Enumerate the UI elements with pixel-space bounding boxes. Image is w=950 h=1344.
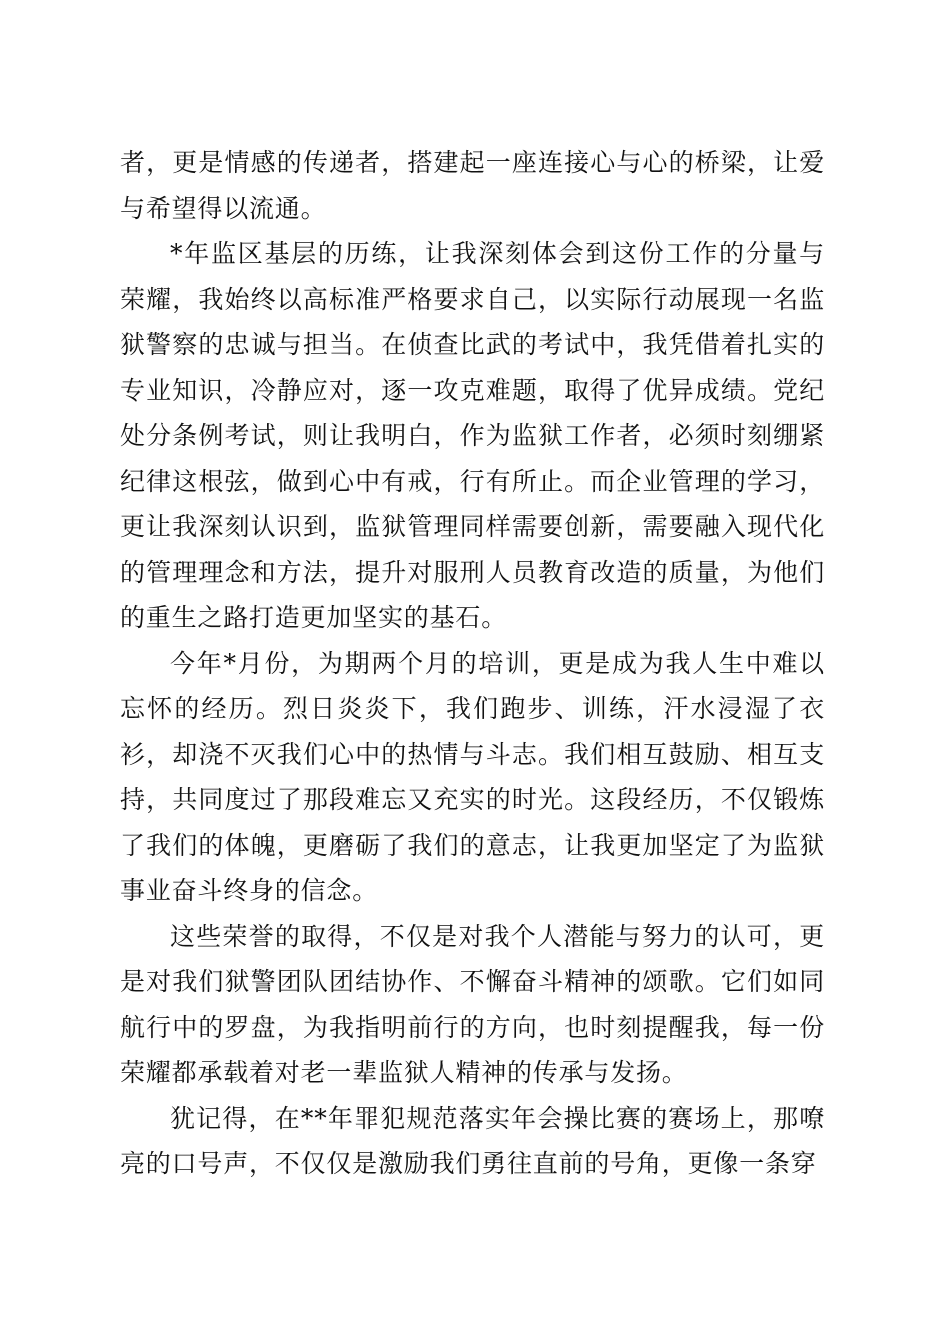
paragraph-continuation: 者，更是情感的传递者，搭建起一座连接心与心的桥梁，让爱与希望得以流通。: [120, 148, 825, 223]
document-page: [120, 140, 825, 1187]
paragraph-prison-experience: *年监区基层的历练，让我深刻体会到这份工作的分量与荣耀，我始终以高标准严格要求自己，以实际行动展现一名监狱警察的忠诚与担当。在侦查比武的考试中，我凭借着扎实的专业知识，冷静应对，逐一攻克难题，取得了优异成绩。党纪处分条例考试，则让我明白，作为监狱工作者，必须时刻绷紧纪律这根弦，做到心中有戒，行有所止。而企业管理的学习，更让我深刻认识到，监狱管理同样需要创新，需要融入现代化的管理理念和方法，提升对服刑人员教育改造的质量，为他们的重生之路打造更加坚实的基石。: [120, 239, 825, 632]
paragraph-training: 今年*月份，为期两个月的培训，更是成为我人生中难以忘怀的经历。烈日炎炎下，我们跑步、训练，汗水浸湿了衣衫，却浇不灭我们心中的热情与斗志。我们相互鼓励、相互支持，共同度过了那段难忘又充实的时光。这段经历，不仅锻炼了我们的体魄，更磨砺了我们的意志，让我更加坚定了为监狱事业奋斗终身的信念。: [120, 648, 825, 905]
paragraph-honors: 这些荣誉的取得，不仅是对我个人潜能与努力的认可，更是对我们狱警团队团结协作、不懈奋斗精神的颂歌。它们如同航行中的罗盘，为我指明前行的方向，也时刻提醒我，每一份荣耀都承载着对老一辈监狱人精神的传承与发扬。: [120, 921, 825, 1087]
paragraph-competition: 犹记得，在**年罪犯规范落实年会操比赛的赛场上，那嘹亮的口号声，不仅仅是激励我们勇往直前的号角，更像一条穿: [120, 1103, 825, 1178]
